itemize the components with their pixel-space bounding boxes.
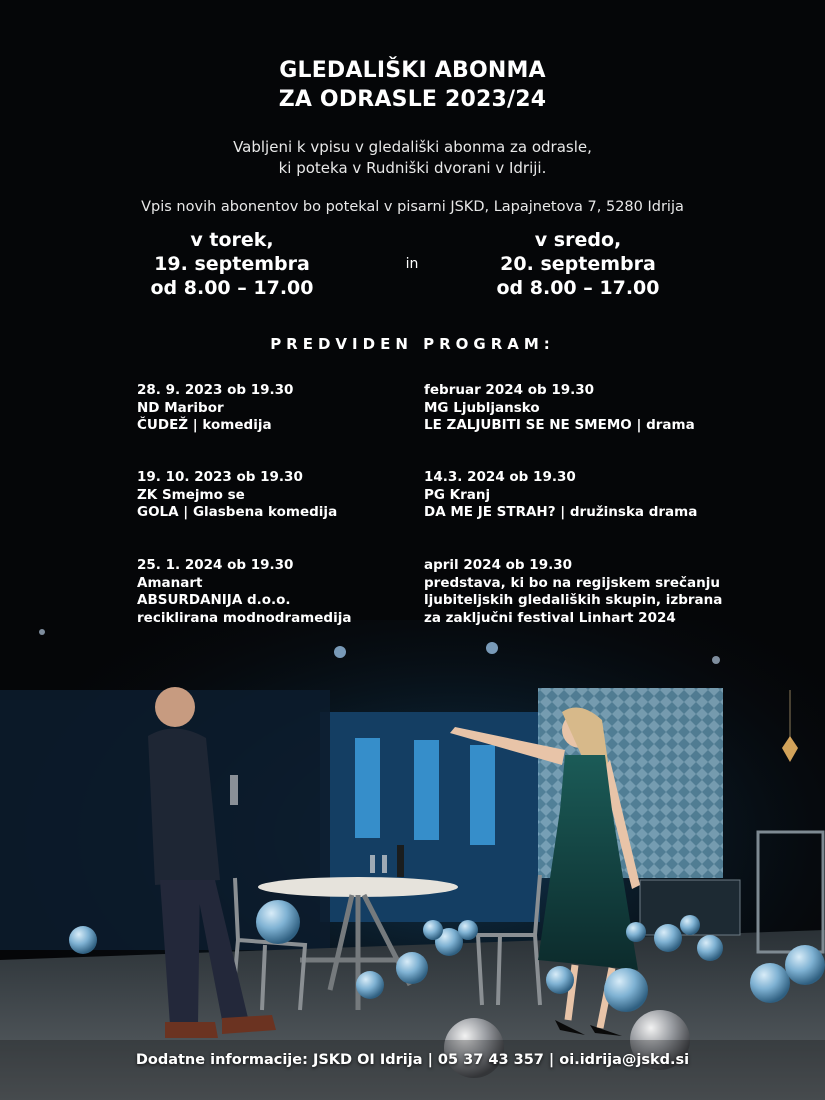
program-date: 14.3. 2024 ob 19.30 (424, 469, 576, 485)
program-company: Amanart (137, 574, 203, 591)
conjunction-text: in (405, 256, 419, 272)
program-date: februar 2024 ob 19.30 (424, 382, 595, 398)
invitation-line-1: Vabljeni k vpisu v gledališki abonma za odrasle, (233, 138, 592, 156)
program-title: ABSURDANIJA d.o.o. (137, 592, 291, 608)
invitation-line-2: ki poteka v Rudniški dvorani v Idriji. (278, 159, 547, 177)
program-title: ČUDEŽ | komedija (137, 417, 272, 433)
program-item (424, 469, 744, 522)
day-name: v torek, (190, 229, 274, 251)
enrollment-day-2 (463, 228, 693, 300)
program-description-line: za zaključni festival Linhart 2024 (424, 609, 676, 626)
program-item (137, 469, 457, 522)
title-line-1: GLEDALIŠKI ABONMA (279, 58, 546, 83)
title-line-2: ZA ODRASLE 2023/24 (278, 87, 547, 112)
program-heading: PREDVIDEN PROGRAM: (270, 335, 555, 353)
program-title: GOLA | Glasbena komedija (137, 504, 338, 520)
program-company: MG Ljubljansko (424, 399, 540, 416)
program-genre: reciklirana modnodramedija (137, 609, 352, 626)
program-date: april 2024 ob 19.30 (424, 557, 572, 573)
day-time: od 8.00 – 17.00 (150, 277, 314, 299)
program-company: PG Kranj (424, 486, 491, 503)
program-date: 25. 1. 2024 ob 19.30 (137, 557, 294, 573)
enrollment-day-1 (117, 228, 347, 300)
program-item (424, 557, 744, 627)
program-company: ZK Smejmo se (137, 486, 245, 503)
program-item (137, 382, 457, 435)
program-item (424, 382, 744, 435)
program-description-line: ljubiteljskih gledaliških skupin, izbrana (424, 592, 723, 608)
program-title: DA ME JE STRAH? | družinska drama (424, 504, 698, 520)
poster-title (0, 56, 825, 114)
day-date: 20. septembra (500, 253, 656, 275)
invitation-text (0, 137, 825, 179)
day-name: v sredo, (534, 229, 622, 251)
enrollment-info: Vpis novih abonentov bo potekal v pisarni JSKD, Lapajnetova 7, 5280 Idrija (141, 199, 684, 215)
contact-footer: Dodatne informacije: JSKD OI Idrija | 05 37 43 357 | oi.idrija@jskd.si (135, 1052, 690, 1068)
program-date: 28. 9. 2023 ob 19.30 (137, 382, 294, 398)
program-title: LE ZALJUBITI SE NE SMEMO | drama (424, 417, 695, 433)
program-company: ND Maribor (137, 399, 224, 416)
program-date: 19. 10. 2023 ob 19.30 (137, 469, 303, 485)
program-item (137, 557, 457, 627)
day-time: od 8.00 – 17.00 (496, 277, 660, 299)
day-date: 19. septembra (154, 253, 310, 275)
program-description-line: predstava, ki bo na regijskem srečanju (424, 574, 720, 591)
